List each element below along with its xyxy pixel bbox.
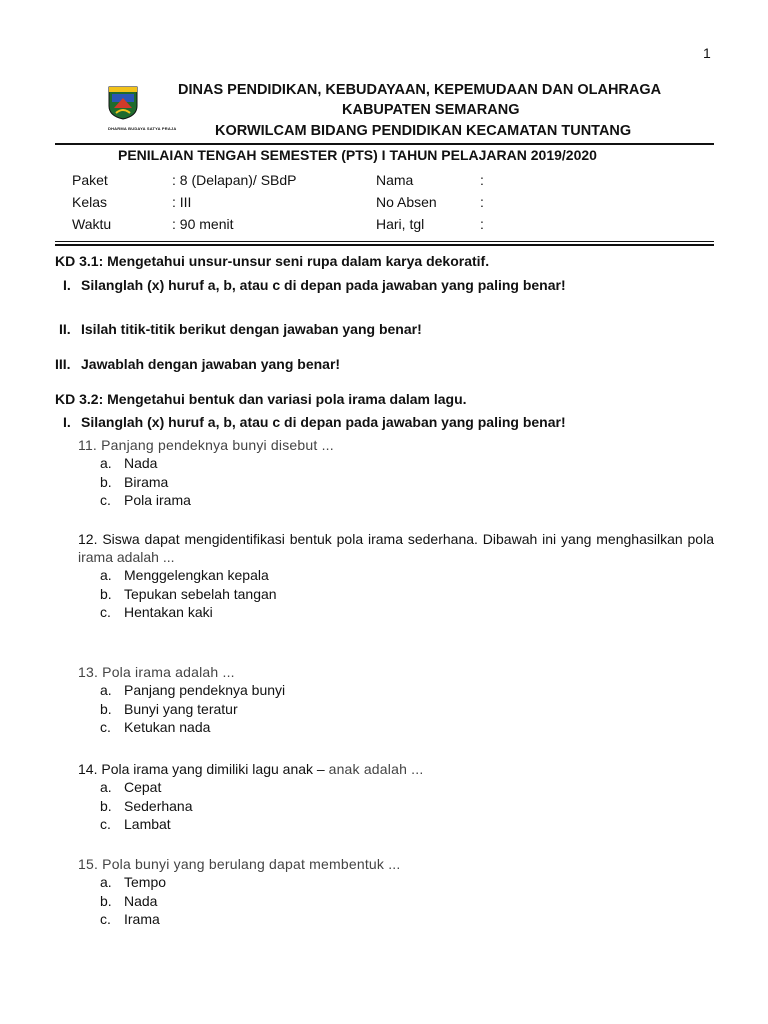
- option-letter: c.: [100, 911, 111, 927]
- instruction-number: II.: [59, 321, 71, 337]
- question-stem: 11. Panjang pendeknya bunyi disebut ...: [78, 437, 334, 453]
- option-letter: a.: [100, 874, 112, 890]
- option-a[interactable]: [78, 874, 714, 893]
- option-b[interactable]: [78, 893, 714, 912]
- question-stem: 13. Pola irama adalah ...: [78, 664, 235, 680]
- option-b[interactable]: [78, 701, 714, 720]
- info-field: :: [480, 172, 484, 188]
- question-14: [78, 761, 714, 835]
- options-list: [78, 779, 714, 835]
- option-text: Hentakan kaki: [124, 604, 213, 620]
- option-c[interactable]: [78, 492, 714, 511]
- regency-shield-icon: [108, 86, 138, 120]
- info-label: Nama: [376, 172, 414, 188]
- options-list: [78, 874, 714, 930]
- option-letter: c.: [100, 492, 111, 508]
- info-value: : III: [172, 194, 192, 210]
- info-label: Paket: [72, 172, 108, 188]
- info-divider: [55, 244, 714, 246]
- option-text: Tepukan sebelah tangan: [124, 585, 277, 602]
- instruction-number: III.: [55, 356, 71, 372]
- option-a[interactable]: [78, 779, 714, 798]
- options-list: [78, 455, 714, 511]
- info-divider: [55, 241, 714, 242]
- options-list: [78, 567, 714, 623]
- header-regency: KABUPATEN SEMARANG: [342, 102, 520, 118]
- option-text: Cepat: [124, 779, 162, 795]
- info-field: :: [480, 216, 484, 232]
- info-value: : 90 menit: [172, 216, 234, 232]
- info-label: Hari, tgl: [376, 216, 425, 232]
- option-letter: b.: [100, 700, 112, 717]
- kd-3-2-title: KD 3.2: Mengetahui bentuk dan variasi pola irama dalam lagu.: [55, 391, 467, 407]
- option-b[interactable]: [78, 474, 714, 493]
- option-letter: a.: [100, 779, 112, 795]
- option-text: Menggelengkan kepala: [124, 567, 269, 583]
- question-11: [78, 437, 714, 511]
- option-letter: c.: [100, 816, 111, 832]
- option-b[interactable]: [78, 798, 714, 817]
- instruction-number: I.: [63, 277, 71, 293]
- option-letter: a.: [100, 455, 112, 471]
- instruction-text: Silanglah (x) huruf a, b, atau c di depan pada jawaban yang paling benar!: [81, 414, 566, 430]
- instruction-text: Silanglah (x) huruf a, b, atau c di depan pada jawaban yang paling benar!: [81, 277, 566, 293]
- question-stem: 12. Siswa dapat mengidentifikasi bentuk pola irama sederhana. Dibawah ini yang menghasilkan pola: [78, 531, 714, 547]
- option-text: Tempo: [124, 874, 167, 890]
- option-a[interactable]: [78, 682, 714, 701]
- logo-motto: DHARMA BUDAYA SATYA PRAJA: [108, 126, 177, 131]
- option-text: Birama: [124, 473, 169, 490]
- option-a[interactable]: [78, 567, 714, 586]
- info-label: Waktu: [72, 216, 112, 232]
- option-text: Lambat: [124, 816, 171, 832]
- header-office: DINAS PENDIDIKAN, KEBUDAYAAN, KEPEMUDAAN DAN OLAHRAGA: [178, 82, 662, 98]
- regency-logo: [100, 86, 177, 138]
- option-a[interactable]: [78, 455, 714, 474]
- option-letter: b.: [100, 585, 112, 602]
- option-letter: a.: [100, 682, 112, 698]
- question-continuation: irama adalah ...: [78, 549, 175, 565]
- option-letter: c.: [100, 719, 111, 735]
- instruction-text: Jawablah dengan jawaban yang benar!: [81, 356, 341, 372]
- header-divider: [55, 143, 714, 145]
- info-label: Kelas: [72, 194, 108, 210]
- exam-title: PENILAIAN TENGAH SEMESTER (PTS) I TAHUN PELAJARAN 2019/2020: [118, 147, 597, 163]
- info-field: :: [480, 194, 484, 210]
- option-letter: a.: [100, 567, 112, 583]
- option-text: Sederhana: [124, 797, 193, 814]
- option-text: Bunyi yang teratur: [124, 700, 238, 717]
- question-stem-main: 14. Pola irama yang dimiliki lagu anak –: [78, 761, 329, 777]
- question-12: [78, 531, 714, 623]
- question-stem: [78, 761, 714, 777]
- option-text: Pola irama: [124, 492, 191, 508]
- question-15: [78, 856, 714, 930]
- option-letter: b.: [100, 473, 112, 490]
- option-c[interactable]: [78, 911, 714, 930]
- option-text: Ketukan nada: [124, 719, 211, 735]
- question-stem-tail: anak adalah ...: [328, 761, 424, 777]
- option-text: Panjang pendeknya bunyi: [124, 682, 286, 698]
- option-c[interactable]: [78, 719, 714, 738]
- option-letter: c.: [100, 604, 111, 620]
- option-text: Nada: [124, 455, 158, 471]
- page-number: 1: [703, 45, 711, 61]
- info-value: : 8 (Delapan)/ SBdP: [172, 172, 297, 188]
- option-letter: b.: [100, 797, 112, 814]
- option-text: Nada: [124, 892, 158, 909]
- option-c[interactable]: [78, 816, 714, 835]
- header-district: KORWILCAM BIDANG PENDIDIKAN KECAMATAN TUNTANG: [215, 123, 632, 139]
- kd-3-1-title: KD 3.1: Mengetahui unsur-unsur seni rupa dalam karya dekoratif.: [55, 253, 490, 269]
- option-text: Irama: [124, 911, 160, 927]
- question-13: [78, 664, 714, 738]
- instruction-text: Isilah titik-titik berikut dengan jawaban yang benar!: [81, 321, 422, 337]
- question-stem: 15. Pola bunyi yang berulang dapat membentuk ...: [78, 856, 401, 872]
- option-c[interactable]: [78, 604, 714, 623]
- option-letter: b.: [100, 892, 112, 909]
- option-b[interactable]: [78, 586, 714, 605]
- instruction-number: I.: [63, 414, 71, 430]
- options-list: [78, 682, 714, 738]
- info-label: No Absen: [376, 194, 437, 210]
